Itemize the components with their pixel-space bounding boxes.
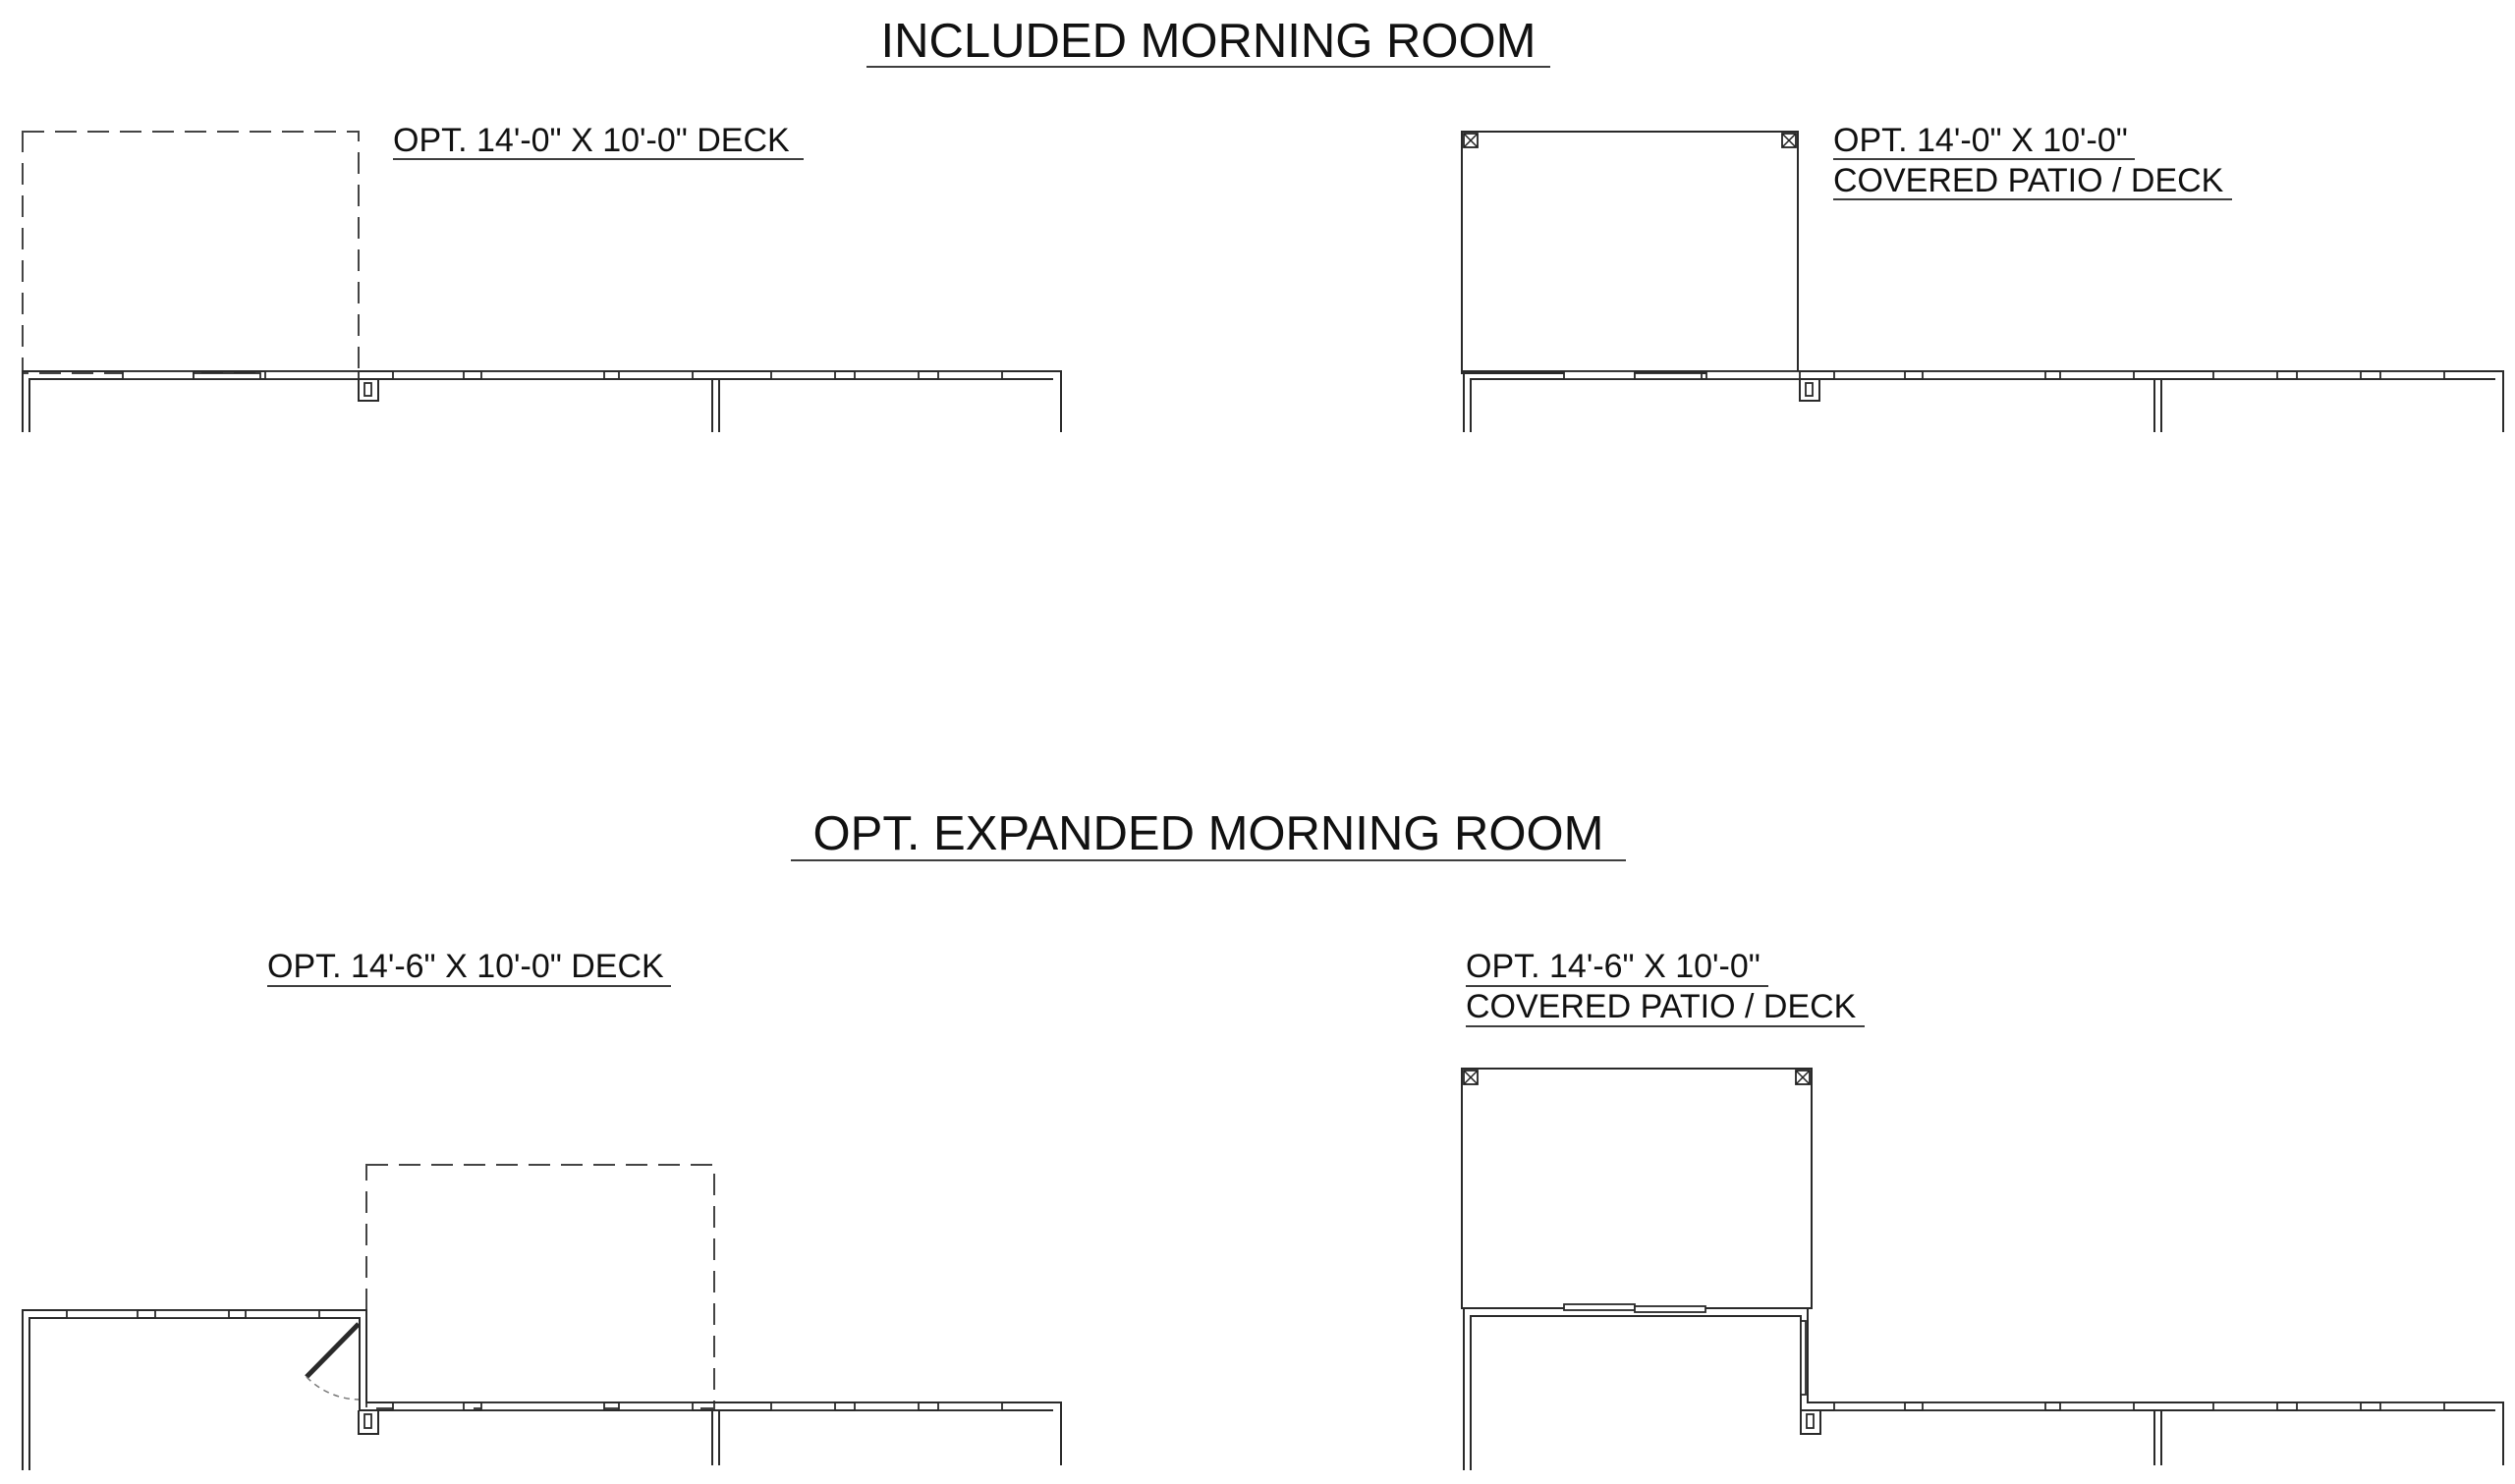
label-expanded-covered-line2: COVERED PATIO / DECK bbox=[1466, 988, 1857, 1025]
label-expanded-deck bbox=[267, 948, 671, 986]
window bbox=[2060, 371, 2134, 379]
window bbox=[1834, 1402, 1905, 1410]
window bbox=[67, 1310, 138, 1318]
post-icon bbox=[1782, 134, 1796, 147]
covered-patio-outline bbox=[1462, 1069, 1812, 1308]
window bbox=[938, 371, 1002, 379]
window bbox=[938, 1402, 1002, 1410]
title-included-morning-room bbox=[866, 15, 1550, 68]
label-included-covered-line2: COVERED PATIO / DECK bbox=[1833, 162, 2224, 199]
rear-wall bbox=[23, 371, 1061, 432]
window bbox=[855, 371, 919, 379]
title-included-text: INCLUDED MORNING ROOM bbox=[880, 15, 1537, 68]
label-expanded-deck-text: OPT. 14'-6" X 10'-0" DECK bbox=[267, 948, 664, 985]
label-included-covered bbox=[1833, 122, 2232, 199]
door-swing-arc bbox=[307, 1377, 359, 1400]
window bbox=[619, 371, 693, 379]
window bbox=[2380, 1402, 2444, 1410]
window bbox=[1706, 371, 1800, 379]
optional-deck-outline bbox=[23, 132, 359, 373]
label-included-covered-line1: OPT. 14'-0" X 10'-0" bbox=[1833, 122, 2128, 159]
window bbox=[1834, 371, 1905, 379]
plan-included-deck bbox=[23, 132, 1061, 432]
window bbox=[393, 371, 464, 379]
window bbox=[2380, 371, 2444, 379]
covered-patio-outline bbox=[1462, 132, 1798, 373]
window bbox=[855, 1402, 919, 1410]
post-icon bbox=[1464, 134, 1478, 147]
window bbox=[771, 1402, 835, 1410]
window bbox=[2213, 371, 2277, 379]
expanded-rear-wall bbox=[1464, 1308, 2503, 1470]
title-expanded-text: OPT. EXPANDED MORNING ROOM bbox=[812, 807, 1604, 860]
window bbox=[481, 371, 604, 379]
rear-wall bbox=[1464, 371, 2503, 432]
window bbox=[393, 1402, 464, 1410]
side-window bbox=[1801, 1321, 1806, 1395]
label-included-deck-text: OPT. 14'-0" X 10'-0" DECK bbox=[393, 122, 790, 159]
sliding-door bbox=[1635, 1306, 1705, 1312]
sliding-door bbox=[1635, 373, 1702, 379]
label-expanded-covered-line1: OPT. 14'-6" X 10'-0" bbox=[1466, 948, 1760, 985]
swing-door bbox=[307, 1324, 359, 1377]
window bbox=[2297, 1402, 2361, 1410]
label-expanded-covered bbox=[1466, 948, 1865, 1026]
wall-post-core bbox=[1806, 383, 1813, 396]
window bbox=[265, 371, 359, 379]
sliding-door bbox=[194, 373, 260, 379]
window bbox=[246, 1310, 319, 1318]
sliding-door bbox=[1564, 1304, 1635, 1310]
window bbox=[481, 1402, 604, 1410]
window bbox=[2213, 1402, 2277, 1410]
window bbox=[771, 371, 835, 379]
sliding-door bbox=[1564, 371, 1635, 379]
window bbox=[2060, 1402, 2134, 1410]
optional-deck-outline bbox=[366, 1165, 714, 1408]
title-expanded-morning-room bbox=[791, 807, 1626, 860]
window bbox=[155, 1310, 229, 1318]
window bbox=[1923, 371, 2045, 379]
wall-post-core bbox=[364, 1414, 371, 1428]
expanded-rear-wall bbox=[23, 1310, 1061, 1470]
window bbox=[1923, 1402, 2045, 1410]
sliding-door bbox=[123, 371, 194, 379]
wall-post-core bbox=[1807, 1414, 1814, 1428]
window bbox=[619, 1402, 693, 1410]
plan-expanded-deck bbox=[23, 1165, 1061, 1470]
label-included-deck bbox=[393, 122, 804, 159]
post-icon bbox=[1796, 1071, 1810, 1084]
plan-expanded-covered bbox=[1462, 1069, 2503, 1470]
window bbox=[2297, 371, 2361, 379]
wall-post-core bbox=[364, 383, 371, 396]
post-icon bbox=[1464, 1071, 1478, 1084]
